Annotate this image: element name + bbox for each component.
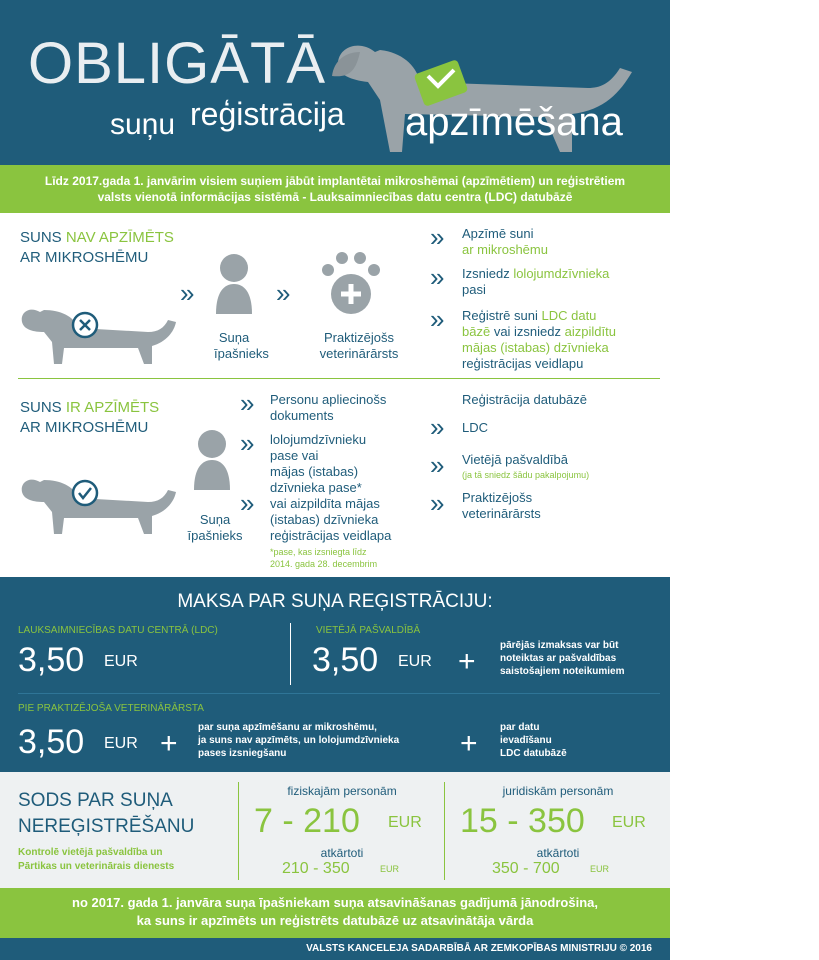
fee-vet-note-2: par datu ievadīšanu LDC datubāzē (500, 722, 567, 759)
section2-heading: SUNS IR APZĪMĒTS AR MIKROSHĒMU (20, 399, 160, 436)
chevron-right-icon: » (430, 222, 445, 252)
fee-vet-price: 3,50 (18, 723, 85, 761)
penalty-legal-repeat: 350 - 700 (492, 860, 560, 877)
notice-line-1: no 2017. gada 1. janvāra suņa īpašniekam suņa atsavināšanas gadījumā jānodrošina, (72, 895, 598, 910)
penalty-physical-currency: EUR (388, 814, 422, 831)
fee-local-label: VIETĒJĀ PAŠVALDĪBĀ (316, 625, 421, 636)
penalty-control: Kontrolē vietējā pašvaldība un Pārtikas un veterinārais dienests (18, 847, 175, 872)
plus-icon: + (160, 727, 178, 760)
option-municipality: Vietējā pašvaldībā (462, 452, 569, 467)
divider (18, 378, 660, 379)
penalty-legal-range: 15 - 350 (460, 802, 585, 840)
owner-label-2: Suņa īpašnieks (187, 512, 243, 543)
penalty-legal-label: juridiskām personām (502, 784, 614, 798)
fee-vet-label: PIE PRAKTIZĒJOŠA VETERINĀRĀRSTA (18, 703, 204, 714)
person-icon (212, 252, 256, 314)
page-title: OBLIGĀTĀ (28, 31, 327, 96)
chevron-right-icon: » (430, 450, 445, 480)
penalty-physical-repeat: 210 - 350 (282, 860, 350, 877)
step-2: Izsniedz lolojumdzīvnieka pasi (462, 266, 610, 297)
owner-label-1: Suņa īpašnieks (214, 330, 269, 361)
penalty-physical-repeat-label: atkārtoti (320, 846, 364, 860)
option-ldc: LDC (462, 420, 489, 435)
penalty-title: SODS PAR SUŅA NEREĢISTRĒŠANU (18, 790, 195, 837)
fee-divider (290, 623, 291, 685)
intro-line-1: Līdz 2017.gada 1. janvārim visiem suņiem jābūt implantētai mikroshēmai (apzīmētiem) un reģistrētiem (44, 174, 626, 188)
penalty-section (0, 772, 670, 888)
intro-line-2: valsts vienotā informācijas sistēmā - Lauksaimniecības datu centra (LDC) datubāzē (97, 190, 573, 204)
doc-1: Personu apliecinošs dokuments (270, 392, 387, 423)
chevron-right-icon: » (240, 428, 255, 458)
fee-title: MAKSA PAR SUŅA REĢISTRĀCIJU: (177, 591, 493, 612)
fee-local-note: pārējās izmaksas var būt noteiktas ar pašvaldības saistošajiem noteikumiem (500, 640, 625, 677)
fee-local-currency: EUR (398, 653, 432, 670)
chevron-right-icon: » (180, 278, 195, 308)
alienation-notice (0, 888, 670, 938)
fee-vet-currency: EUR (104, 735, 138, 752)
fee-section (0, 577, 670, 772)
fee-ldc-label: LAUKSAIMNIECĪBAS DATU CENTRĀ (LDC) (18, 625, 218, 636)
penalty-physical-repeat-currency: EUR (380, 864, 400, 874)
title-word-registration: reģistrācija (190, 96, 345, 132)
title-word-dogs: suņu (110, 108, 176, 141)
intro-banner (0, 165, 670, 213)
penalty-legal-repeat-currency: EUR (590, 864, 610, 874)
footer-credit: VALSTS KANCELEJA SADARBĪBĀ AR ZEMKOPĪBAS MINISTRIJU © 2016 (0, 938, 670, 960)
doc-2: lolojumdzīvnieku pase vai mājas (istabas) dzīvnieka pase* vai aizpildīta mājas (istabas) dzīvnieka reģistrācijas veidlapa (270, 432, 392, 543)
chevron-right-icon: » (240, 388, 255, 418)
option-municipality-note: (ja tā sniedz šādu pakalpojumu) (462, 470, 590, 480)
penalty-physical-range: 7 - 210 (254, 802, 360, 840)
penalty-divider-1 (238, 782, 239, 880)
section1-heading: SUNS NAV APZĪMĒTS AR MIKROSHĒMU (20, 229, 174, 266)
step-1: Apzīmē suni ar mikroshēmu (462, 226, 548, 257)
notice-line-2: ka suns ir apzīmēts un reģistrēts datubāzē uz atsavinātāja vārda (136, 913, 534, 928)
header-banner (0, 0, 670, 165)
step-3: Reģistrē suni LDC datu bāzē vai izsniedz aizpildītu mājas (istabas) dzīvnieka reģistrācijas veidlapu (462, 308, 616, 371)
fee-ldc-price: 3,50 (18, 641, 85, 679)
penalty-physical-label: fiziskajām personām (287, 784, 397, 798)
fee-vet-note: par suņa apzīmēšanu ar mikroshēmu, ja suns nav apzīmēts, un lolojumdzīvnieka pases izsniegšanu (198, 722, 400, 759)
option-vet: Praktizējošs veterinārārsts (462, 490, 541, 521)
chevron-right-icon: » (430, 488, 445, 518)
chevron-right-icon: » (430, 262, 445, 292)
vet-label-1: Praktizējošs veterinārārsts (319, 330, 399, 361)
penalty-divider-2 (444, 782, 445, 880)
penalty-legal-currency: EUR (612, 814, 646, 831)
chevron-right-icon: » (240, 488, 255, 518)
chevron-right-icon: » (430, 412, 445, 442)
title-word-marking: apzīmēšana (405, 100, 623, 144)
pass-footnote: *pase, kas izsniegta līdz 2014. gada 28. decembrim (270, 547, 378, 569)
chevron-right-icon: » (430, 304, 445, 334)
chevron-right-icon: » (276, 278, 291, 308)
penalty-legal-repeat-label: atkārtoti (536, 846, 580, 860)
fee-row-divider (18, 693, 660, 694)
person-icon (190, 428, 234, 490)
paw-cross-icon (318, 248, 384, 320)
registration-title: Reģistrācija datubāzē (462, 392, 588, 407)
check-circle-icon (70, 478, 100, 508)
plus-icon: + (458, 645, 476, 678)
x-circle-icon (70, 310, 100, 340)
plus-icon: + (460, 727, 478, 760)
fee-local-price: 3,50 (312, 641, 379, 679)
fee-ldc-currency: EUR (104, 653, 138, 670)
